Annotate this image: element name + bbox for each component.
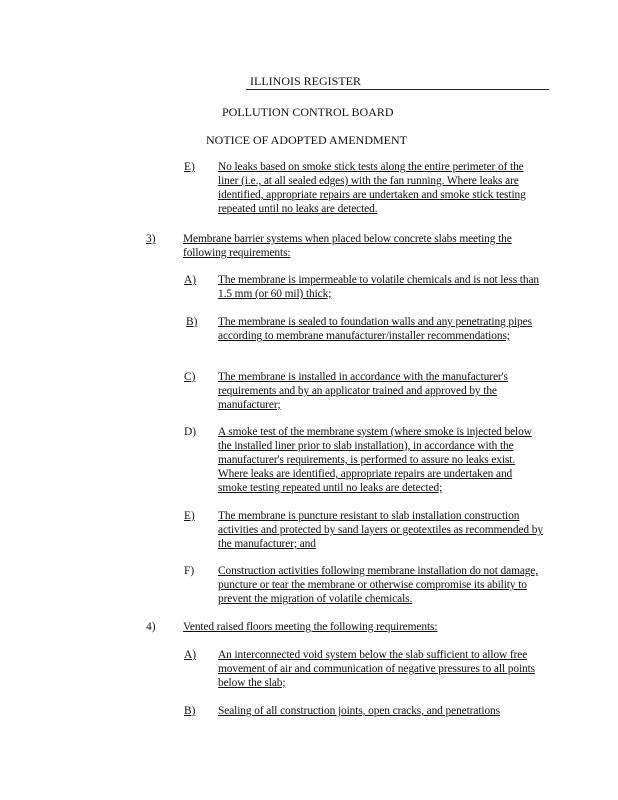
item-label: D) (184, 426, 197, 438)
item-label: C) (184, 371, 196, 383)
item-text: The membrane is sealed to foundation walls and any penetrating pipes according to membrane manufacturer/installer recommendations; (218, 316, 532, 342)
notice-title: NOTICE OF ADOPTED AMENDMENT (206, 133, 407, 147)
item-label: 3) (146, 233, 156, 245)
item-text: No leaks based on smoke stick tests along the entire perimeter of the liner (i.e., at all sealed edges) with the fan running. Where leaks are identified, appropriate repairs are undertaken and smoke stick testing repeated until no leaks are detected. (218, 161, 526, 215)
board-name: POLLUTION CONTROL BOARD (222, 105, 394, 119)
item-text: Vented raised floors meeting the following requirements: (183, 621, 438, 633)
item-text: Membrane barrier systems when placed below concrete slabs meeting the following requirements: (183, 233, 512, 259)
item-text: The membrane is impermeable to volatile chemicals and is not less than 1.5 mm (or 60 mil) thick; (218, 274, 540, 300)
item-label: A) (184, 649, 197, 661)
item-text: Construction activities following membrane installation do not damage, puncture or tear the membrane or otherwise compromise its ability to prevent the migration of volatile chemicals. (218, 565, 539, 605)
item-text: The membrane is puncture resistant to slab installation construction activities and protected by sand layers or geotextiles as recommended by the manufacturer; and (218, 510, 543, 550)
item-label: F) (184, 565, 195, 577)
item-label: E) (184, 510, 195, 522)
item-label: B) (184, 705, 196, 717)
item-text: A smoke test of the membrane system (where smoke is injected below the installed liner prior to slab installation), in accordance with the manufacturer's requirements, is performed to assure no leaks exist. Where leaks are identified, appropriate repairs are undertaken and smoke testing repeated until no leaks are detected; (218, 426, 532, 494)
item-label: E) (184, 161, 195, 173)
register-title: ILLINOIS REGISTER (250, 74, 361, 88)
header-rule (246, 89, 549, 90)
item-label: A) (184, 274, 197, 286)
item-label: B) (186, 316, 198, 328)
item-text: Sealing of all construction joints, open cracks, and penetrations (218, 705, 500, 717)
item-text: An interconnected void system below the slab sufficient to allow free movement of air and communication of negative pressures to all points below the slab; (218, 649, 536, 689)
item-text: The membrane is installed in accordance with the manufacturer's requirements and by an applicator trained and approved by the manufacturer; (218, 371, 508, 411)
item-label: 4) (146, 621, 156, 633)
